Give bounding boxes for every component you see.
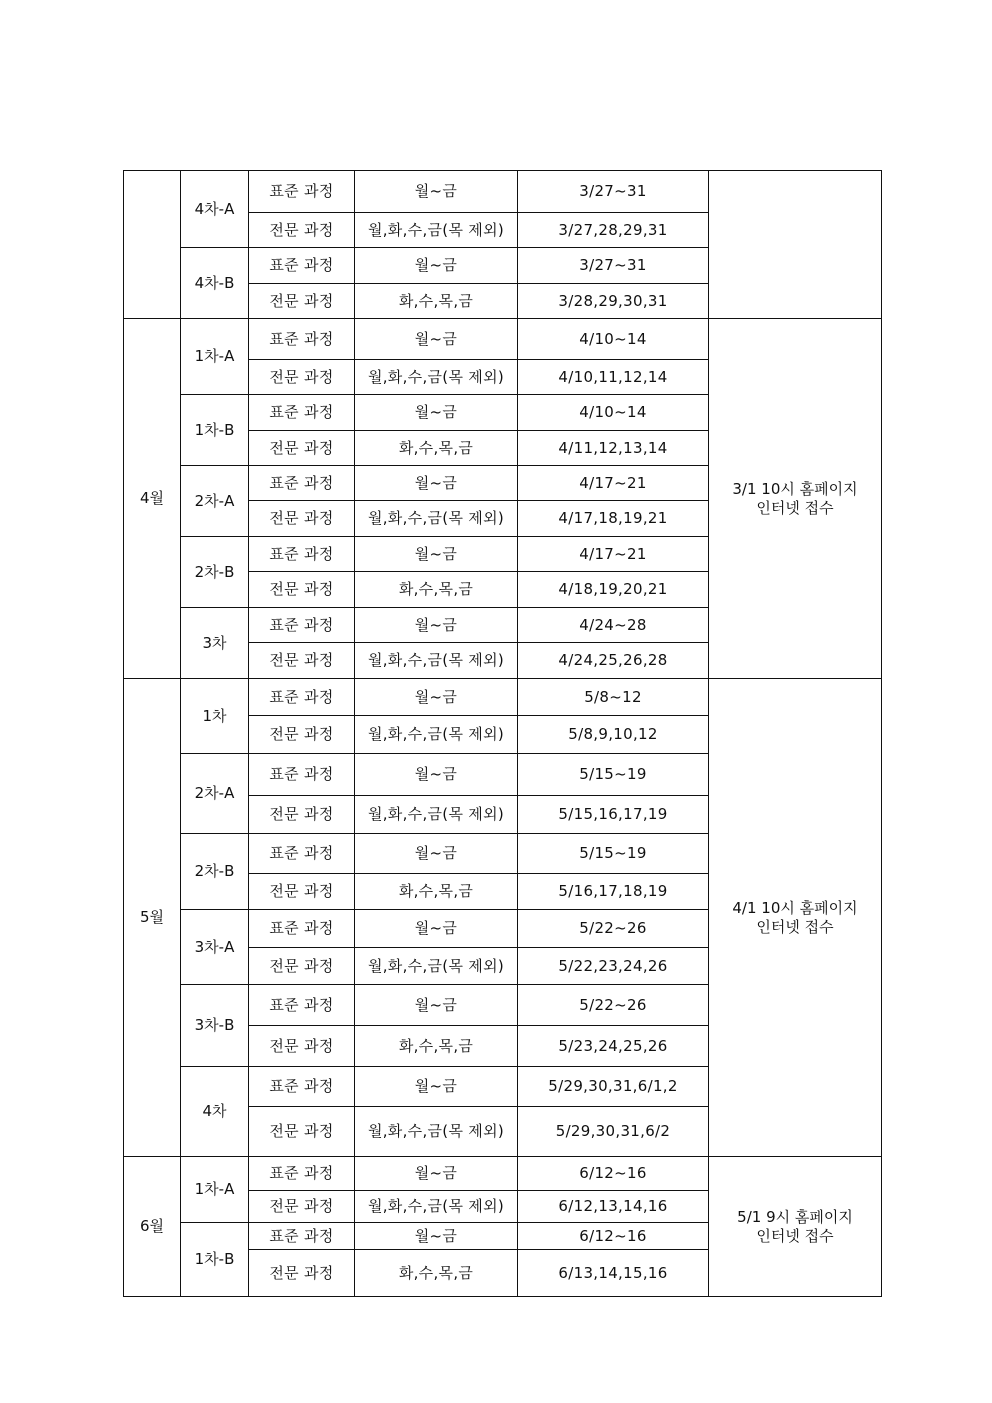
dates-cell: 3/27~31 — [518, 171, 709, 213]
dates-cell: 3/27,28,29,31 — [518, 213, 709, 248]
registration-note-cell — [709, 171, 882, 319]
dates-cell: 5/8,9,10,12 — [518, 716, 709, 754]
days-cell: 월,화,수,금(목 제외) — [355, 360, 518, 395]
course-cell: 표준 과정 — [249, 171, 355, 213]
dates-cell: 5/8~12 — [518, 679, 709, 716]
course-cell: 전문 과정 — [249, 1250, 355, 1297]
month-cell: 4월 — [124, 319, 181, 679]
days-cell: 화,수,목,금 — [355, 1026, 518, 1067]
days-cell: 월,화,수,금(목 제외) — [355, 501, 518, 537]
course-cell: 표준 과정 — [249, 985, 355, 1026]
course-cell: 표준 과정 — [249, 248, 355, 284]
round-cell: 3차 — [181, 608, 249, 679]
days-cell: 월,화,수,금(목 제외) — [355, 1191, 518, 1223]
month-cell: 6월 — [124, 1157, 181, 1297]
table-row — [124, 319, 882, 360]
schedule-table — [123, 170, 882, 1297]
round-cell: 2차-B — [181, 537, 249, 608]
dates-cell: 5/22~26 — [518, 985, 709, 1026]
dates-cell: 5/22~26 — [518, 910, 709, 948]
course-cell: 전문 과정 — [249, 874, 355, 910]
course-cell: 전문 과정 — [249, 643, 355, 679]
course-cell: 표준 과정 — [249, 466, 355, 501]
course-cell: 전문 과정 — [249, 501, 355, 537]
course-cell: 표준 과정 — [249, 1157, 355, 1191]
dates-cell: 5/23,24,25,26 — [518, 1026, 709, 1067]
course-cell: 표준 과정 — [249, 319, 355, 360]
dates-cell: 4/17,18,19,21 — [518, 501, 709, 537]
dates-cell: 4/10,11,12,14 — [518, 360, 709, 395]
days-cell: 화,수,목,금 — [355, 284, 518, 319]
dates-cell: 4/10~14 — [518, 395, 709, 431]
dates-cell: 4/17~21 — [518, 466, 709, 501]
dates-cell: 6/12,13,14,16 — [518, 1191, 709, 1223]
registration-note-cell: 4/1 10시 홈페이지 인터넷 접수 — [709, 679, 882, 1157]
round-cell: 2차-A — [181, 466, 249, 537]
dates-cell: 4/24~28 — [518, 608, 709, 643]
days-cell: 월~금 — [355, 1067, 518, 1107]
days-cell: 월~금 — [355, 834, 518, 874]
course-cell: 표준 과정 — [249, 679, 355, 716]
days-cell: 화,수,목,금 — [355, 431, 518, 466]
dates-cell: 4/11,12,13,14 — [518, 431, 709, 466]
days-cell: 월~금 — [355, 1157, 518, 1191]
dates-cell: 3/28,29,30,31 — [518, 284, 709, 319]
dates-cell: 5/29,30,31,6/1,2 — [518, 1067, 709, 1107]
dates-cell: 5/29,30,31,6/2 — [518, 1107, 709, 1157]
month-cell — [124, 171, 181, 319]
days-cell: 월~금 — [355, 319, 518, 360]
course-cell: 전문 과정 — [249, 1191, 355, 1223]
round-cell: 4차-B — [181, 248, 249, 319]
dates-cell: 5/15~19 — [518, 834, 709, 874]
round-cell: 1차-A — [181, 1157, 249, 1223]
course-cell: 전문 과정 — [249, 431, 355, 466]
dates-cell: 3/27~31 — [518, 248, 709, 284]
course-cell: 전문 과정 — [249, 796, 355, 834]
dates-cell: 6/12~16 — [518, 1157, 709, 1191]
course-cell: 표준 과정 — [249, 395, 355, 431]
days-cell: 월,화,수,금(목 제외) — [355, 948, 518, 985]
table-row — [124, 679, 882, 716]
dates-cell: 5/15~19 — [518, 754, 709, 796]
round-cell: 4차 — [181, 1067, 249, 1157]
course-cell: 전문 과정 — [249, 716, 355, 754]
dates-cell: 4/17~21 — [518, 537, 709, 572]
days-cell: 월~금 — [355, 466, 518, 501]
days-cell: 월~금 — [355, 910, 518, 948]
course-cell: 표준 과정 — [249, 1067, 355, 1107]
days-cell: 월,화,수,금(목 제외) — [355, 796, 518, 834]
course-cell: 전문 과정 — [249, 948, 355, 985]
dates-cell: 5/22,23,24,26 — [518, 948, 709, 985]
round-cell: 1차-B — [181, 1223, 249, 1297]
dates-cell: 4/18,19,20,21 — [518, 572, 709, 608]
course-cell: 표준 과정 — [249, 834, 355, 874]
days-cell: 월,화,수,금(목 제외) — [355, 213, 518, 248]
course-cell: 전문 과정 — [249, 284, 355, 319]
days-cell: 월~금 — [355, 985, 518, 1026]
schedule-body — [124, 171, 882, 1297]
round-cell: 2차-A — [181, 754, 249, 834]
course-cell: 전문 과정 — [249, 1107, 355, 1157]
course-cell: 전문 과정 — [249, 572, 355, 608]
days-cell: 화,수,목,금 — [355, 572, 518, 608]
dates-cell: 4/10~14 — [518, 319, 709, 360]
days-cell: 화,수,목,금 — [355, 1250, 518, 1297]
course-cell: 표준 과정 — [249, 1223, 355, 1250]
dates-cell: 4/24,25,26,28 — [518, 643, 709, 679]
course-cell: 전문 과정 — [249, 1026, 355, 1067]
round-cell: 4차-A — [181, 171, 249, 248]
round-cell: 1차-A — [181, 319, 249, 395]
dates-cell: 5/15,16,17,19 — [518, 796, 709, 834]
days-cell: 월~금 — [355, 1223, 518, 1250]
days-cell: 월~금 — [355, 171, 518, 213]
dates-cell: 6/13,14,15,16 — [518, 1250, 709, 1297]
days-cell: 월~금 — [355, 395, 518, 431]
dates-cell: 5/16,17,18,19 — [518, 874, 709, 910]
table-row — [124, 171, 882, 213]
course-cell: 표준 과정 — [249, 608, 355, 643]
table-row — [124, 1157, 882, 1191]
days-cell: 월,화,수,금(목 제외) — [355, 716, 518, 754]
round-cell: 3차-B — [181, 985, 249, 1067]
course-cell: 표준 과정 — [249, 910, 355, 948]
round-cell: 2차-B — [181, 834, 249, 910]
round-cell: 1차-B — [181, 395, 249, 466]
registration-note-cell: 3/1 10시 홈페이지 인터넷 접수 — [709, 319, 882, 679]
days-cell: 월,화,수,금(목 제외) — [355, 643, 518, 679]
days-cell: 월~금 — [355, 754, 518, 796]
days-cell: 월~금 — [355, 679, 518, 716]
days-cell: 월~금 — [355, 248, 518, 284]
days-cell: 월~금 — [355, 608, 518, 643]
registration-note-cell: 5/1 9시 홈페이지 인터넷 접수 — [709, 1157, 882, 1297]
round-cell: 1차 — [181, 679, 249, 754]
days-cell: 월~금 — [355, 537, 518, 572]
month-cell: 5월 — [124, 679, 181, 1157]
days-cell: 화,수,목,금 — [355, 874, 518, 910]
days-cell: 월,화,수,금(목 제외) — [355, 1107, 518, 1157]
dates-cell: 6/12~16 — [518, 1223, 709, 1250]
course-cell: 표준 과정 — [249, 537, 355, 572]
round-cell: 3차-A — [181, 910, 249, 985]
course-cell: 전문 과정 — [249, 360, 355, 395]
course-cell: 전문 과정 — [249, 213, 355, 248]
course-cell: 표준 과정 — [249, 754, 355, 796]
